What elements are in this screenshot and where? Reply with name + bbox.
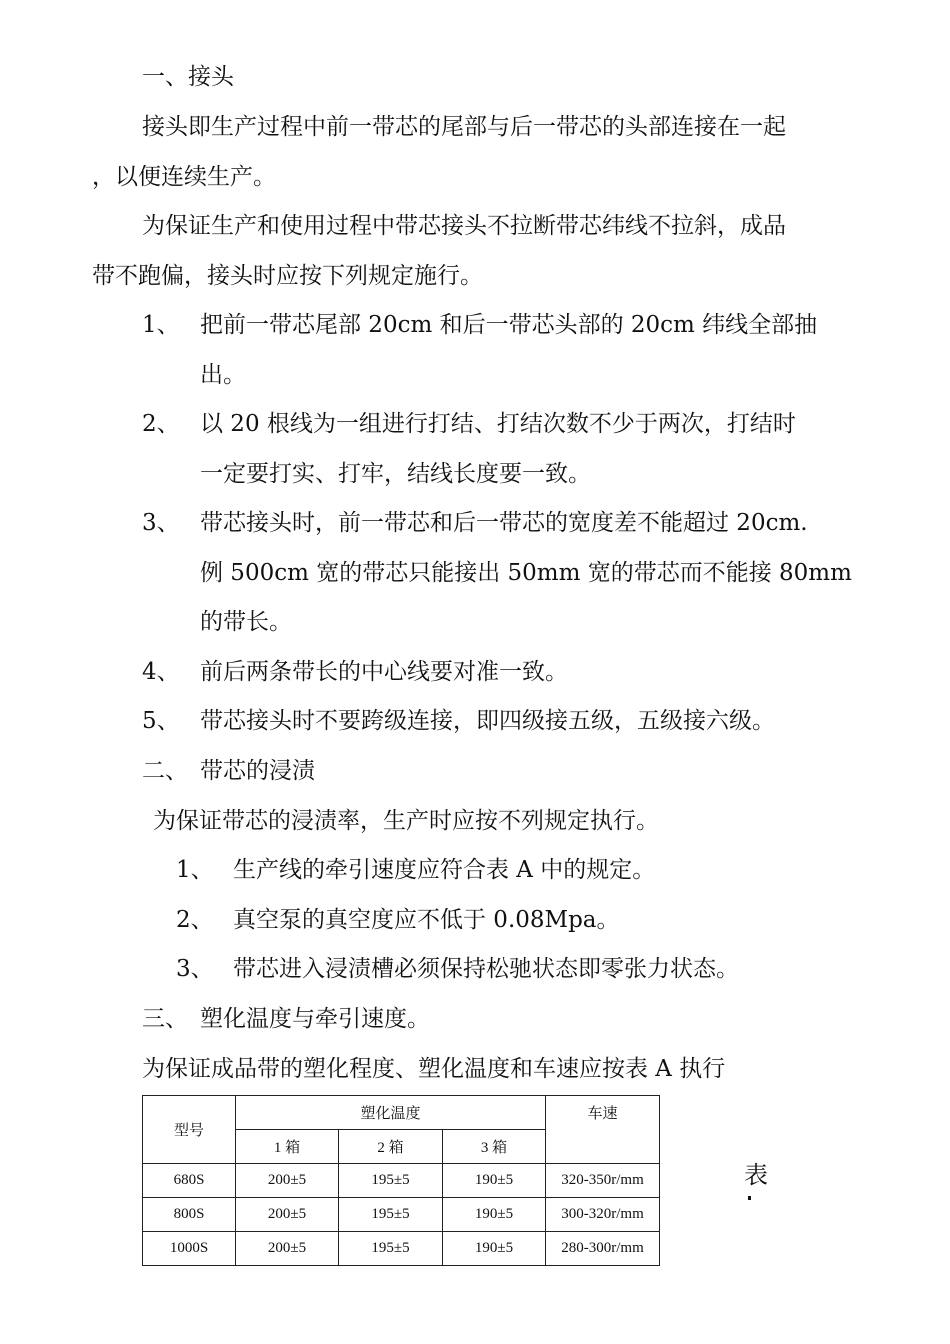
section1-heading: 一、接头	[142, 64, 234, 90]
cell-box1: 200±5	[236, 1198, 339, 1232]
cell-speed: 300-320r/mm	[546, 1198, 660, 1232]
list-item-text: 真空泵的真空度应不低于 0.08Mpa。	[233, 907, 620, 933]
header-box3: 3 箱	[443, 1130, 546, 1164]
list-item-text: 的带长。	[200, 609, 292, 635]
section3-intro: 为保证成品带的塑化程度、塑化温度和车速应按表 A 执行	[142, 1056, 726, 1082]
cell-speed: 280-300r/mm	[546, 1232, 660, 1266]
cell-box2: 195±5	[339, 1164, 443, 1198]
list-item-text: 生产线的牵引速度应符合表 A 中的规定。	[233, 857, 656, 883]
section2-intro: 为保证带芯的浸渍率，生产时应按不列规定执行。	[153, 808, 659, 834]
cell-box1: 200±5	[236, 1232, 339, 1266]
cell-model: 800S	[143, 1198, 236, 1232]
list-item-text: 把前一带芯尾部 20cm 和后一带芯头部的 20cm 纬线全部抽	[200, 312, 818, 338]
list-item-number: 3、	[176, 956, 214, 982]
list-item-number: 1、	[176, 857, 214, 883]
list-item-number: 1、	[142, 312, 180, 338]
header-box1: 1 箱	[236, 1130, 339, 1164]
header-model: 型号	[143, 1096, 236, 1164]
header-speed: 车速	[546, 1096, 660, 1164]
list-item-text: 以 20 根线为一组进行打结、打结次数不少于两次，打结时	[200, 411, 796, 437]
list-item-text: 带芯接头时，前一带芯和后一带芯的宽度差不能超过 20cm.	[200, 510, 808, 536]
cell-box2: 195±5	[339, 1232, 443, 1266]
list-item-text: 前后两条带长的中心线要对准一致。	[200, 659, 568, 685]
section2-heading: 带芯的浸渍	[200, 758, 315, 784]
table-side-label: 表	[744, 1161, 768, 1189]
cell-speed: 320-350r/mm	[546, 1164, 660, 1198]
list-item-text: 带芯进入浸渍槽必须保持松驰状态即零张力状态。	[233, 956, 739, 982]
table-row	[143, 1232, 660, 1266]
cell-box3: 190±5	[443, 1164, 546, 1198]
list-item-number: 4、	[142, 659, 180, 685]
list-item-number: 3、	[142, 510, 180, 536]
list-item-number: 5、	[142, 708, 180, 734]
list-item-number: 2、	[142, 411, 180, 437]
table-row	[143, 1164, 660, 1198]
cell-box3: 190±5	[443, 1198, 546, 1232]
list-item-text: 出。	[200, 362, 246, 388]
list-item-text: 带芯接头时不要跨级连接，即四级接五级，五级接六级。	[200, 708, 775, 734]
header-box2: 2 箱	[339, 1130, 443, 1164]
table-row	[143, 1198, 660, 1232]
section1-para2-line1: 为保证生产和使用过程中带芯接头不拉断带芯纬线不拉斜，成品	[142, 213, 786, 239]
cell-model: 680S	[143, 1164, 236, 1198]
list-item-text: 例 500cm 宽的带芯只能接出 50mm 宽的带芯而不能接 80mm	[200, 560, 852, 586]
section1-para1-line2: ，以便连续生产。	[92, 164, 276, 190]
cell-box3: 190±5	[443, 1232, 546, 1266]
header-temperature: 塑化温度	[236, 1096, 546, 1130]
section3-number: 三、	[142, 1006, 188, 1032]
cell-model: 1000S	[143, 1232, 236, 1266]
section1-para1-line1: 接头即生产过程中前一带芯的尾部与后一带芯的头部连接在一起	[142, 114, 786, 140]
temperature-speed-table	[142, 1095, 660, 1266]
cell-box1: 200±5	[236, 1164, 339, 1198]
section1-para2-line2: 带不跑偏，接头时应按下列规定施行。	[92, 263, 483, 289]
cell-box2: 195±5	[339, 1198, 443, 1232]
side-label-fragment	[748, 1196, 751, 1200]
list-item-number: 2、	[176, 907, 214, 933]
section2-number: 二、	[142, 758, 188, 784]
list-item-text: 一定要打实、打牢，结线长度要一致。	[200, 461, 591, 487]
section3-heading: 塑化温度与牵引速度。	[200, 1006, 430, 1032]
